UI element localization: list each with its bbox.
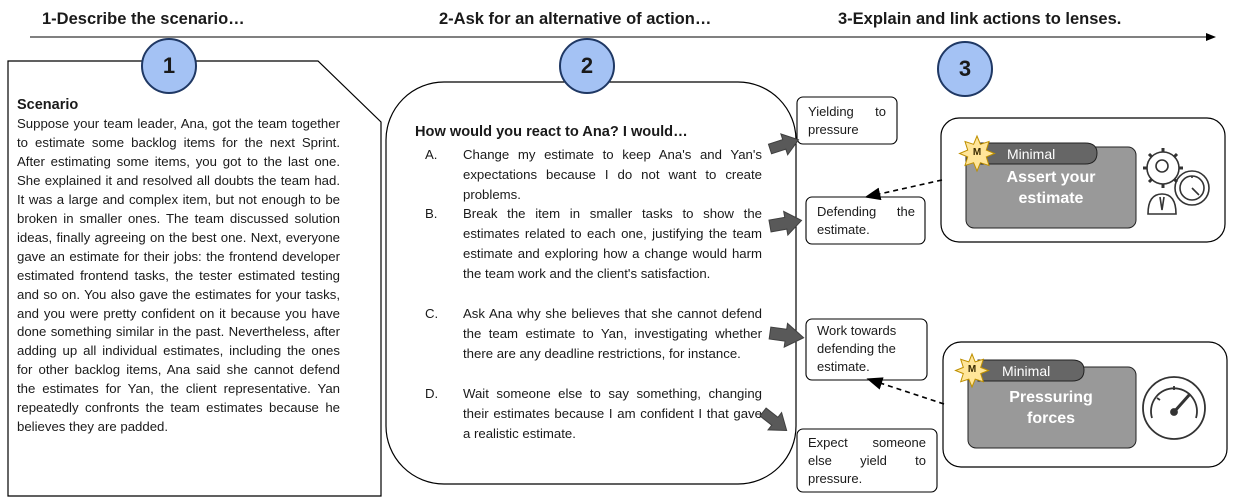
- option-text-c: Ask Ana why she believes that she cannot defend the team estimate to Yan, investigating whether there are any deadline restrictions, for instance.: [463, 306, 762, 361]
- step-title-1: 1-Describe the scenario…: [42, 10, 245, 28]
- lens-tag-2: Minimal: [1002, 363, 1051, 379]
- option-letter-d: D.: [425, 386, 439, 401]
- option-letter-c: C.: [425, 306, 439, 321]
- scenario-paragraph: Suppose your team leader, Ana, got the team together to estimate some backlog items for the next Sprint. After estimating some items, you got to the last one. She explained it and resolved all doubts the team had. It was a large and complex item, but not enough to be broken in smaller ones. The team discussed solution ideas, finally agreeing on the best one. Next, everyone gave an estimate for their jobs: the frontend developer estimated frontend tasks, the tester estimated testing and so on. You also gave the estimates for your tasks, and you were pretty confident on it because you have done something similar in the past. Nevertheless, after adding up all individual estimates, including the ones for other backlog items, Ana said she cannot defend the estimates for Yan, the client representative. Yan repeatedly confronts the team estimates because he believes they are padded.: [17, 116, 340, 435]
- step-number-1: 1: [162, 53, 176, 78]
- step-title-3: 3-Explain and link actions to lenses.: [838, 10, 1122, 28]
- outcome-text-4: Expect someone else yield to pressure.: [808, 435, 926, 486]
- outcome-text-3: Work towards defending the estimate.: [817, 323, 897, 374]
- dashed-link-1: [866, 180, 942, 197]
- lens-name-1: Assert your estimate: [1006, 169, 1096, 207]
- question-text: How would you react to Ana? I would…: [415, 124, 688, 140]
- dashed-link-2: [868, 379, 944, 404]
- option-text-b: Break the item in smaller tasks to show the estimates related to each one, justifying the team estimate and exploring how a change would harm the team work and the client's satisfaction.: [463, 206, 762, 281]
- lens-tag-1: Minimal: [1007, 146, 1056, 162]
- scenario-heading: Scenario: [17, 97, 79, 113]
- option-letter-a: A.: [425, 147, 438, 162]
- outcome-text-1: Yielding to pressure: [808, 104, 886, 137]
- badge-label-2: M: [967, 364, 977, 375]
- option-text-a: Change my estimate to keep Ana's and Yan's expectations because I do not want to create problems.: [463, 147, 762, 202]
- option-text-d: Wait someone else to say something, changing their estimates because I am confident I that gave a realistic estimate.: [463, 386, 762, 441]
- option-letter-b: B.: [425, 206, 438, 221]
- outcome-text-2: Defending the estimate.: [817, 204, 915, 237]
- step-number-3: 3: [958, 56, 972, 81]
- step-number-2: 2: [580, 53, 594, 78]
- scenario-body: [17, 96, 340, 437]
- badge-label-1: M: [972, 147, 982, 158]
- lens-name-2: Pressuring forces: [1009, 389, 1093, 427]
- step-title-2: 2-Ask for an alternative of action…: [439, 10, 712, 28]
